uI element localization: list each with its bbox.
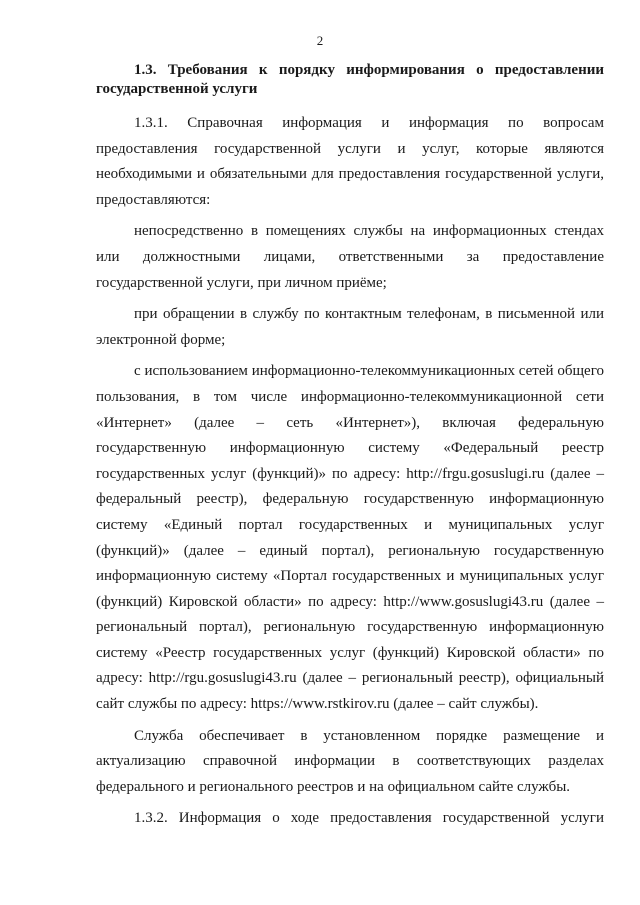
section-number: 1.3. <box>134 62 157 78</box>
document-body <box>96 111 604 838</box>
section-title: Требования к порядку информирования о предоставлении государственной услуги <box>96 62 605 97</box>
paragraph-1-3-1: 1.3.1. Справочная информация и информация по вопросам предоставления государственной услуги и услуг, которые являются необходимыми и обязательными для предоставления государственной услуги, предоставляются: <box>96 115 604 208</box>
paragraph-internet-resources: с использованием информационно-телекоммуникационных сетей общего пользования, в том числе информационно-телекоммуникационной сети «Интернет» (далее – сеть «Интернет»), включая федеральную государственную информационную систему «Федеральный реестр государственных услуг (функций)» по адресу: http://frgu.gosuslugi.ru (далее – федеральный реестр), федеральную государственную информационную систему «Единый портал государственных и муниципальных услуг (функций)» (далее – единый портал), региональную государственную информационную систему «Портал государственных и муниципальных услуг (функций) Кировской области» по адресу: http://www.gosuslugi43.ru (далее – региональный портал), региональную государственную информационную систему «Реестр государственных услуг (функций) Кировской области» по адресу: http://rgu.gosuslugi43.ru (далее – региональный реестр), официальный сайт службы по адресу: https://www.rstkirov.ru (далее – сайт службы). <box>96 363 604 713</box>
paragraph-1-3-2: 1.3.2. Информация о ходе предоставления государственной услуги <box>134 810 604 827</box>
page-number: 2 <box>316 33 324 48</box>
paragraph-info-update: Служба обеспечивает в установленном порядке размещение и актуализацию справочной информации в соответствующих разделах федерального и регионального реестров и на официальном сайте службы. <box>96 727 604 795</box>
paragraph-phone-contact: при обращении в службу по контактным телефонам, в письменной или электронной форме; <box>96 306 604 348</box>
paragraph-info-stands: непосредственно в помещениях службы на информационных стендах или должностными лицами, ответственными за предоставление государственной услуги, при личном приёме; <box>96 223 604 291</box>
section-heading <box>96 61 604 99</box>
